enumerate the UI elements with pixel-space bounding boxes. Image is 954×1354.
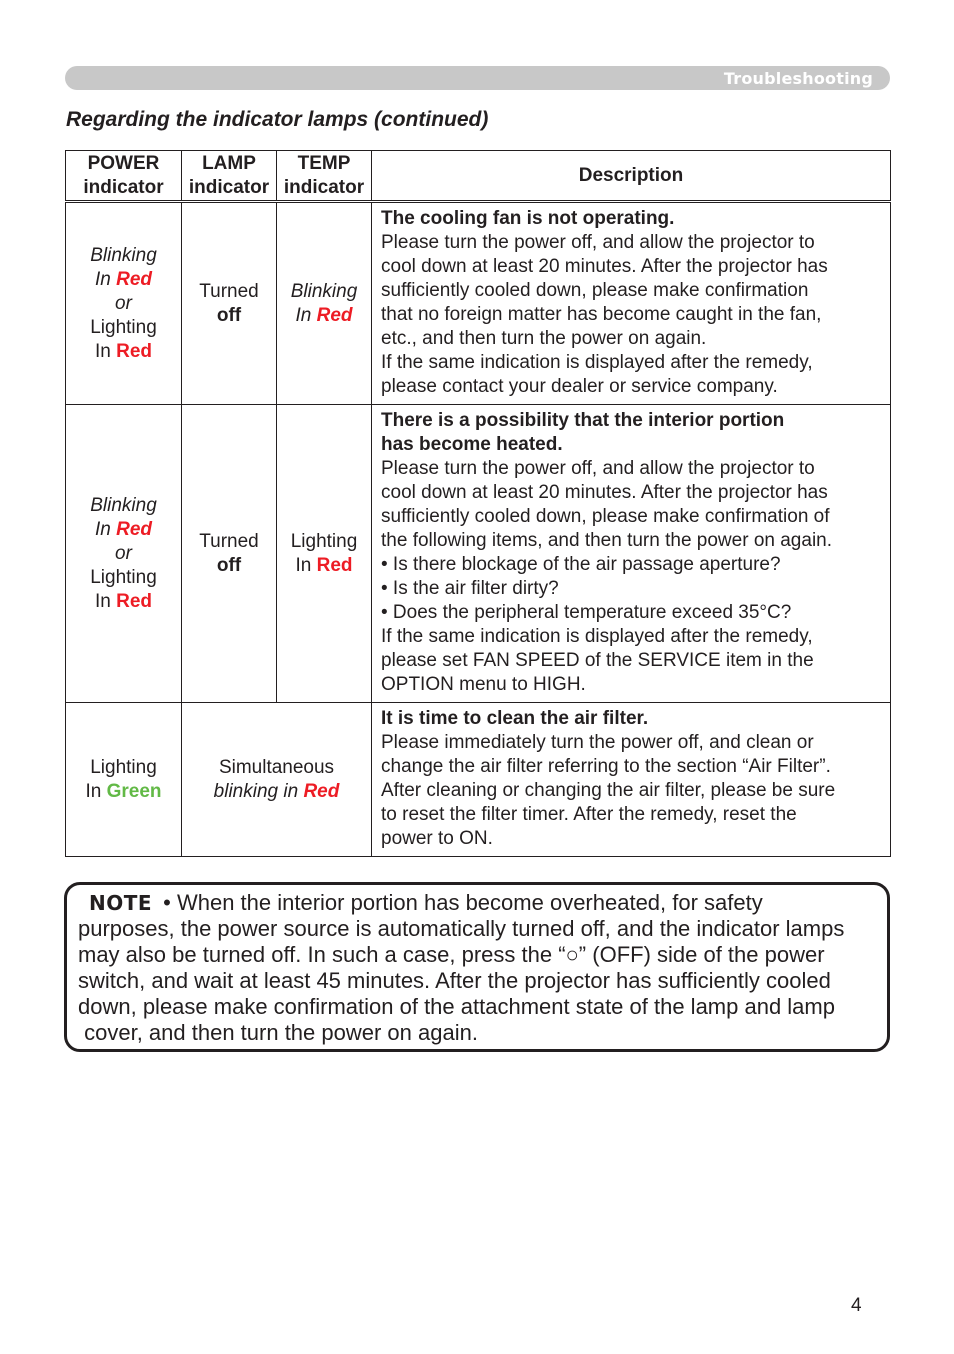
section-title: Regarding the indicator lamps (continued) [66,108,489,131]
indicator-table [65,150,891,857]
description-cell: It is time to clean the air filter. Please immediately turn the power off, and clean or change the air filter referring to the section “Air Filter”. After cleaning or changing the air filter, please be sure to reset the filter timer. After the remedy, reset the power to ON. [372,703,891,857]
note-line: cover, and then turn the power on again. [78,1020,478,1045]
page-number: 4 [851,1295,862,1316]
power-indicator-cell: Blinking In Red or Lighting In Red [66,202,182,405]
description-cell: There is a possibility that the interior portion has become heated. Please turn the power off, and allow the projector to cool down at least 20 minutes. After the projector has sufficiently cooled down, please make confirmation of the following items, and then turn the power on again. • Is there blockage of the air passage aperture? • Is the air filter dirty? • Does the peripheral temperature exceed 35°C? If the same indication is displayed after the remedy, please set FAN SPEED of the SERVICE item in the OPTION menu to HIGH. [372,405,891,703]
power-indicator-cell: Blinking In Red or Lighting In Red [66,405,182,703]
table-row [66,405,891,703]
power-indicator-cell: Lighting In Green [66,703,182,857]
note-line: down, please make confirmation of the attachment state of the lamp and lamp [78,994,835,1019]
table-row [66,703,891,857]
table-row [66,202,891,405]
lamp-indicator-cell: Turned off [182,405,277,703]
temp-indicator-cell: Blinking In Red [277,202,372,405]
description-cell: The cooling fan is not operating. Please turn the power off, and allow the projector to cool down at least 20 minutes. After the projector has sufficiently cooled down, please make confirmation that no foreign matter has become caught in the fan, etc., and then turn the power on again. If the same indication is displayed after the remedy, please contact your dealer or service company. [372,202,891,405]
note-box [64,882,890,1052]
lamp-indicator-cell: Turned off [182,202,277,405]
table-header-row [66,151,891,202]
note-line: purposes, the power source is automatically turned off, and the indicator lamps [78,916,845,941]
header-label: Troubleshooting [723,69,873,88]
header-description: Description [372,151,891,202]
lamp-temp-indicator-cell: Simultaneous blinking in Red [182,703,372,857]
note-line: • When the interior portion has become overheated, for safety [157,890,763,915]
note-label: NOTE [89,891,153,915]
header-bar [65,66,890,90]
temp-indicator-cell: Lighting In Red [277,405,372,703]
header-power: POWER indicator [66,151,182,202]
header-temp: TEMP indicator [277,151,372,202]
note-line: switch, and wait at least 45 minutes. After the projector has sufficiently cooled [78,968,831,993]
note-line: may also be turned off. In such a case, press the “○” (OFF) side of the power [78,942,825,967]
header-lamp: LAMP indicator [182,151,277,202]
